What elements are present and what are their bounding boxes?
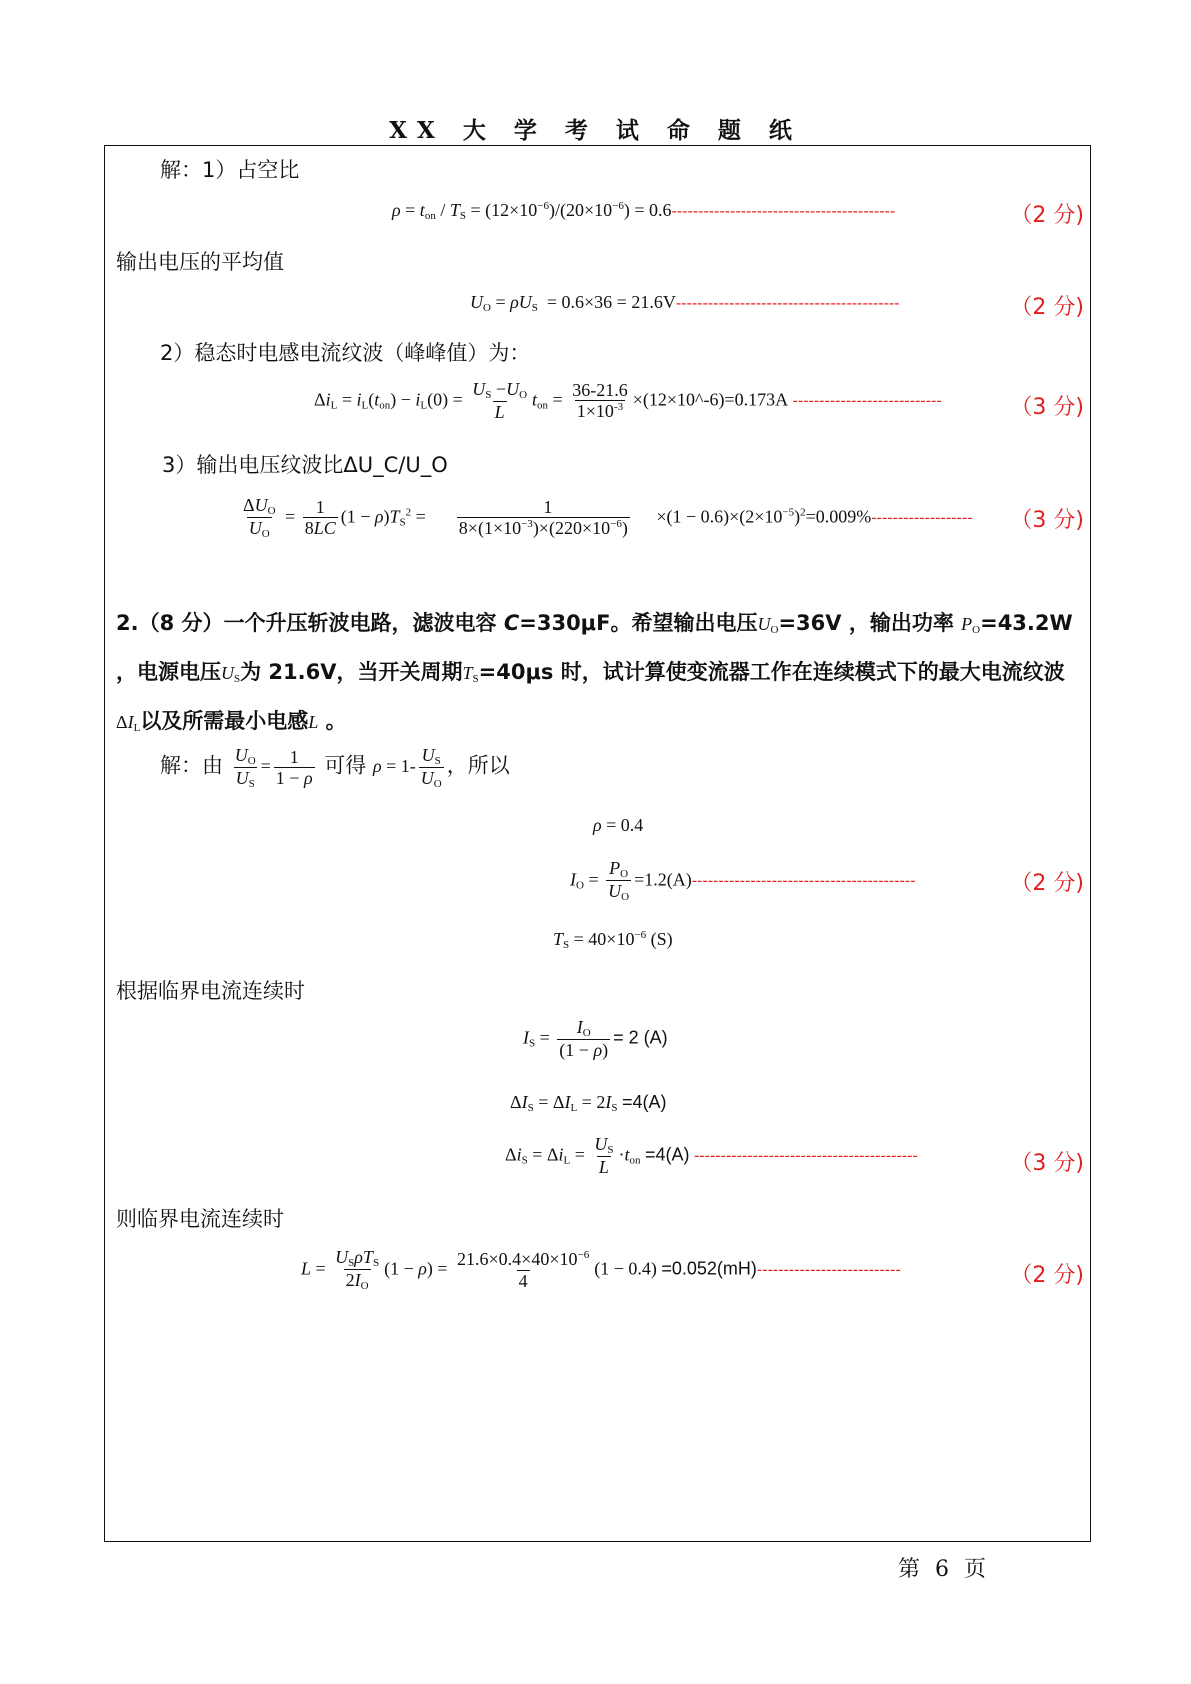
equation-duty-cycle: $\rho = t_{on} / T_S = (12\times 10^{-6})/(20\times 10^{-6}) = 0.6------------------------------------------$ bbox=[392, 200, 896, 222]
q2-critical-label-1: 根据临界电流连续时 bbox=[116, 979, 305, 1003]
q2-solution-intro: 解：由 $\frac{U_O}{U_S}$ = $\frac{1}{1 - \rho}$ 可得 ρ = 1- $\frac{U_S}{U_O}$ ，所以 bbox=[160, 745, 510, 791]
equation-source-current: $I_S$ = $\frac{I_O}{(1 - \rho)}$ = 2 (A) bbox=[523, 1017, 668, 1061]
score-badge: （2 分) bbox=[1010, 1263, 1084, 1288]
q1-avg-label: 输出电压的平均值 bbox=[116, 250, 284, 274]
score-badge: （2 分) bbox=[1010, 871, 1084, 896]
q1-ripple-voltage-label: 3）输出电压纹波比ΔU_C/U_O bbox=[162, 453, 448, 477]
equation-delta-is-ton: $\Delta i_S = \Delta i_L$ = $\frac{U_S}{L}$ $\cdot t_{on} =4(A)$ ------------------------------------------ bbox=[505, 1134, 918, 1178]
score-badge: （3 分) bbox=[1010, 508, 1084, 533]
score-badge: （2 分) bbox=[1010, 203, 1084, 228]
equation-rho: ρ = 0.4 bbox=[593, 815, 644, 835]
score-badge: （2 分) bbox=[1010, 295, 1084, 320]
q2-critical-label-2: 则临界电流连续时 bbox=[116, 1207, 284, 1231]
score-badge: （3 分) bbox=[1010, 395, 1084, 420]
equation-output-current: $I_O$ = $\frac{P_O}{U_O}$ =1.2(A)------------------------------------------ bbox=[570, 858, 916, 904]
equation-output-average: $U_O = \rho U_S = 0.6\times 36 = 21.6V------------------------------------------$ bbox=[470, 292, 900, 314]
q1-duty-label: 解：1）占空比 bbox=[160, 158, 300, 182]
equation-switching-period: $T_S = 40\times 10^{-6}$ (S) bbox=[553, 929, 673, 951]
page-header-title: XX 大 学 考 试 命 题 纸 bbox=[389, 117, 802, 144]
score-badge: （3 分) bbox=[1010, 1151, 1084, 1176]
equation-delta-is: $\Delta I_S = \Delta I_L = 2I_S =4(A)$ bbox=[510, 1092, 667, 1114]
equation-min-inductance: L = $\frac{U_S\rho T_S}{2I_O}$ (1 − ρ) = $\frac{21.6\times 0.4\times 40\times 10^{-6}}{4}$ (1 − 0.4) =0.052(mH)--------------------------- bbox=[301, 1247, 901, 1293]
question-2-text: 2.（8 分）一个升压斩波电路，滤波电容 C=330μF。希望输出电压$U_O=36V$ ，输出功率 $P_O=43.2W$ ，电源电压$U_S$为 21.6V，当开关周期$T_S=40\mu s$ 时，试计算使变流器工作在连续模式下的最大电流纹波$\Delta I_L$以及所需最小电感L 。 bbox=[116, 611, 1073, 734]
page-number: 第 6 页 bbox=[898, 1557, 990, 1582]
equation-inductor-ripple: $\Delta i_L = i_L(t_{on}) - i_L(0)$ = $\frac{U_S -U_O}{L}$ $t_{on}$ = $\frac{36-21.6}{1\times 10^{-3}}$ ×(12×10^-6)=0.173A ---------------------------- bbox=[314, 379, 942, 423]
q1-ripple-current-label: 2）稳态时电感电流纹波（峰峰值）为： bbox=[160, 341, 531, 365]
equation-voltage-ripple: $\frac{\Delta U_O}{U_O}$ = $\frac{1}{8LC}$ $(1 - \rho)T_S^2$ = $\frac{1}{8\times(1\times 10^{-3})\times(220\times 10^{-6})}$ $\times(1 - 0.6)\times(2\times 10^{-5})^2=0.009\%-------------------$ bbox=[243, 495, 973, 541]
